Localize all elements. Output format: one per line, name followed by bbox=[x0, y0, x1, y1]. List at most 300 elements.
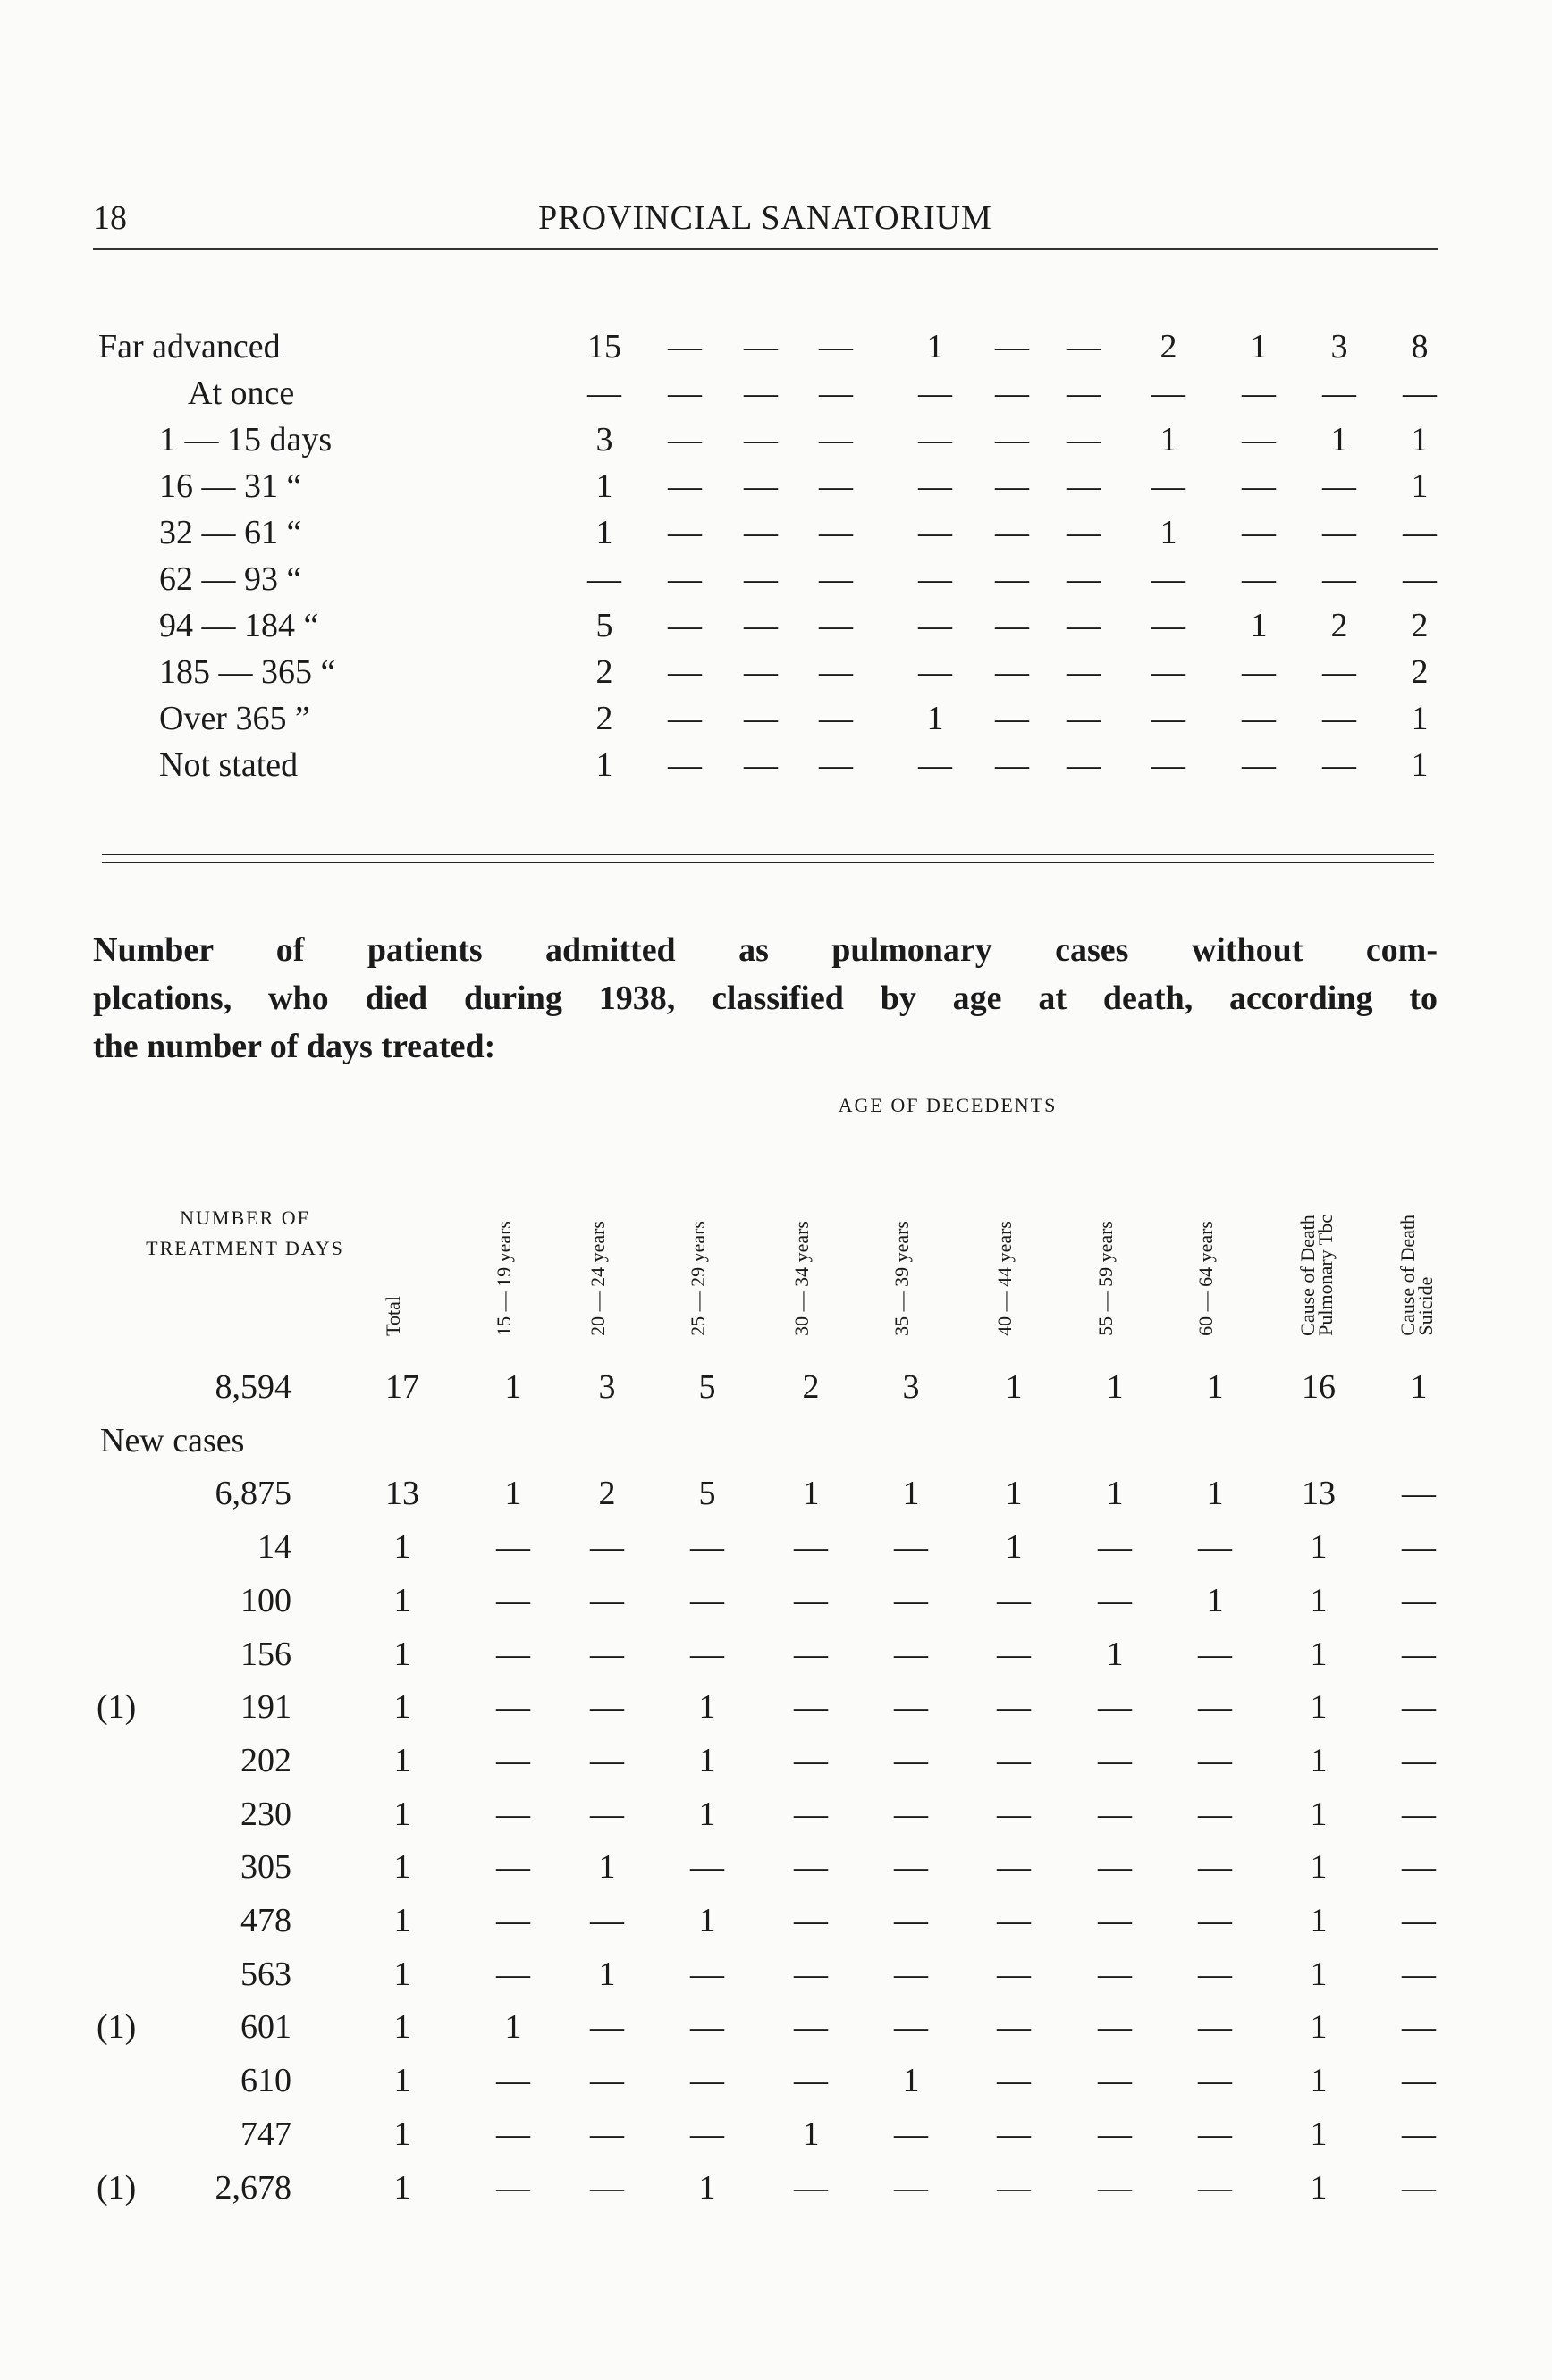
table-cell: — bbox=[1402, 1688, 1436, 1726]
column-header-label: Total bbox=[382, 1296, 404, 1336]
header-rule bbox=[93, 248, 1438, 250]
table-cell: 5 bbox=[595, 607, 613, 644]
table-cell: — bbox=[794, 1848, 828, 1886]
table-cell: — bbox=[794, 2062, 828, 2099]
table-cell: — bbox=[997, 2008, 1031, 2046]
table-cell: — bbox=[918, 421, 952, 458]
table-cell: 1 bbox=[1310, 1528, 1328, 1566]
table-cell: — bbox=[1098, 1582, 1132, 1619]
treatment-days-value: 6,875 bbox=[215, 1475, 291, 1512]
table-cell: — bbox=[918, 746, 952, 784]
table-cell: — bbox=[668, 374, 702, 412]
table-cell: 1 bbox=[1411, 700, 1429, 737]
table-cell: — bbox=[587, 374, 621, 412]
table-cell: — bbox=[918, 374, 952, 412]
table-cell: — bbox=[1403, 560, 1437, 598]
table-cell: — bbox=[1198, 2008, 1232, 2046]
table-cell: — bbox=[1067, 328, 1101, 366]
table-row bbox=[0, 327, 1552, 374]
table-cell: 1 bbox=[1310, 2115, 1328, 2153]
table-cell: 2 bbox=[802, 1368, 820, 1406]
table-cell: — bbox=[590, 1902, 624, 1939]
table-cell: — bbox=[1098, 1955, 1132, 1993]
table-cell: 2 bbox=[1411, 607, 1429, 644]
table-cell: — bbox=[794, 1582, 828, 1619]
table-cell: — bbox=[1098, 2008, 1132, 2046]
table-cell: 1 bbox=[902, 2062, 920, 2099]
table-cell: — bbox=[1151, 653, 1185, 691]
table-cell: — bbox=[1198, 1636, 1232, 1673]
table-cell: — bbox=[690, 1636, 724, 1673]
treatment-days-value: 610 bbox=[240, 2062, 291, 2099]
table-cell: — bbox=[668, 514, 702, 551]
table-cell: — bbox=[496, 1796, 530, 1833]
table-row bbox=[0, 699, 1552, 745]
table-cell: 1 bbox=[1310, 1796, 1328, 1833]
table-cell: 1 bbox=[1005, 1368, 1023, 1406]
table-cell: — bbox=[995, 560, 1029, 598]
column-header-label: 35 — 39 years bbox=[890, 1221, 913, 1336]
table-cell: — bbox=[1402, 2169, 1436, 2207]
table-cell: — bbox=[1198, 1902, 1232, 1939]
treatment-days-value: 8,594 bbox=[215, 1368, 291, 1406]
column-header-label: Cause of Death Suicide bbox=[1396, 1215, 1437, 1336]
row-label: 1 — 15 days bbox=[159, 421, 333, 458]
table-cell: — bbox=[819, 700, 853, 737]
treatment-days-value: 14 bbox=[257, 1528, 291, 1566]
table-cell: 1 bbox=[926, 700, 944, 737]
table-cell: 1 bbox=[393, 1742, 411, 1779]
table-cell: 13 bbox=[385, 1475, 419, 1512]
table-cell: — bbox=[587, 560, 621, 598]
section-label: New cases bbox=[100, 1422, 245, 1459]
table-caption bbox=[93, 926, 1438, 1071]
table-cell: 1 bbox=[698, 2169, 716, 2207]
table-cell: 1 bbox=[393, 2062, 411, 2099]
row-label: At once bbox=[188, 374, 295, 412]
table-cell: — bbox=[819, 514, 853, 551]
table-cell: — bbox=[1151, 607, 1185, 644]
table-cell: 1 bbox=[1410, 1368, 1428, 1406]
table-cell: 1 bbox=[393, 1848, 411, 1886]
table-cell: — bbox=[1151, 700, 1185, 737]
table-cell: — bbox=[894, 1796, 928, 1833]
caption-line: the number of days treated: bbox=[93, 1028, 496, 1065]
table-cell: 2 bbox=[595, 700, 613, 737]
table-cell: — bbox=[997, 1796, 1031, 1833]
table-cell: — bbox=[1067, 607, 1101, 644]
table-cell: — bbox=[997, 2062, 1031, 2099]
table-cell: 1 bbox=[595, 467, 613, 505]
column-header-label: 20 — 24 years bbox=[586, 1221, 609, 1336]
table-cell: — bbox=[894, 1848, 928, 1886]
column-header bbox=[1094, 1131, 1133, 1336]
table-row bbox=[0, 1687, 1552, 1739]
table-cell: — bbox=[1402, 2115, 1436, 2153]
table-cell: — bbox=[744, 421, 778, 458]
table-cell: 1 bbox=[698, 1742, 716, 1779]
table-cell: 8 bbox=[1411, 328, 1429, 366]
table-cell: 3 bbox=[902, 1368, 920, 1406]
table-cell: 5 bbox=[698, 1368, 716, 1406]
table-cell: 1 bbox=[1310, 1848, 1328, 1886]
table-cell: — bbox=[1151, 746, 1185, 784]
table-cell: 1 bbox=[1310, 1742, 1328, 1779]
table-cell: — bbox=[1322, 560, 1356, 598]
table-cell: — bbox=[995, 746, 1029, 784]
table-cell: — bbox=[668, 653, 702, 691]
table-cell: 1 bbox=[802, 2115, 820, 2153]
table-cell: — bbox=[1198, 2062, 1232, 2099]
table-cell: 1 bbox=[902, 1475, 920, 1512]
table-cell: 17 bbox=[385, 1368, 419, 1406]
table-cell: — bbox=[590, 2169, 624, 2207]
table-cell: — bbox=[496, 2062, 530, 2099]
table-cell: 1 bbox=[698, 1902, 716, 1939]
table-cell: — bbox=[1402, 2008, 1436, 2046]
table-cell: — bbox=[819, 560, 853, 598]
table-cell: — bbox=[995, 700, 1029, 737]
table-cell: — bbox=[744, 374, 778, 412]
table-cell: — bbox=[1098, 2115, 1132, 2153]
table-row bbox=[0, 1847, 1552, 1899]
column-header bbox=[890, 1131, 929, 1336]
table-cell: — bbox=[590, 1582, 624, 1619]
footnote-marker: (1) bbox=[97, 2169, 137, 2207]
table-row bbox=[0, 745, 1552, 792]
column-header-label: Cause of Death Pulmonary Tbc bbox=[1296, 1215, 1337, 1336]
table-cell: — bbox=[995, 653, 1029, 691]
table-cell: 1 bbox=[393, 2169, 411, 2207]
table-cell: — bbox=[997, 1955, 1031, 1993]
table-cell: — bbox=[668, 467, 702, 505]
table-cell: — bbox=[590, 1528, 624, 1566]
table-cell: — bbox=[1098, 2169, 1132, 2207]
table-cell: — bbox=[1322, 374, 1356, 412]
table-cell: — bbox=[590, 2062, 624, 2099]
table-cell: — bbox=[1402, 1955, 1436, 1993]
table-row bbox=[0, 2007, 1552, 2059]
table-cell: — bbox=[1242, 746, 1276, 784]
table-cell: — bbox=[997, 1742, 1031, 1779]
table-cell: 2 bbox=[1330, 607, 1348, 644]
column-header bbox=[1194, 1131, 1233, 1336]
table-cell: 1 bbox=[1206, 1475, 1224, 1512]
table-cell: — bbox=[1198, 1742, 1232, 1779]
table-row bbox=[0, 652, 1552, 699]
table-cell: — bbox=[1067, 746, 1101, 784]
table-cell: — bbox=[819, 467, 853, 505]
table-cell: 1 bbox=[1160, 421, 1177, 458]
table-row bbox=[0, 1955, 1552, 2006]
table-cell: 1 bbox=[598, 1848, 616, 1886]
table-cell: — bbox=[1067, 421, 1101, 458]
table-cell: — bbox=[690, 1955, 724, 1993]
table-cell: — bbox=[1322, 653, 1356, 691]
table-cell: 1 bbox=[504, 1368, 522, 1406]
table-cell: — bbox=[744, 653, 778, 691]
column-header bbox=[1396, 1131, 1437, 1336]
table-cell: 16 bbox=[1302, 1368, 1336, 1406]
table-cell: 1 bbox=[393, 1796, 411, 1833]
table-cell: — bbox=[1242, 514, 1276, 551]
treatment-days-value: 2,678 bbox=[215, 2169, 291, 2207]
table-cell: 3 bbox=[1330, 328, 1348, 366]
table-cell: 1 bbox=[393, 1902, 411, 1939]
table-cell: — bbox=[1098, 1528, 1132, 1566]
table-cell: — bbox=[496, 1688, 530, 1726]
table-cell: — bbox=[496, 1848, 530, 1886]
table-row bbox=[0, 1581, 1552, 1633]
table-cell: 2 bbox=[595, 653, 613, 691]
column-header bbox=[993, 1131, 1032, 1336]
table-cell: 1 bbox=[1411, 746, 1429, 784]
table-cell: — bbox=[794, 2008, 828, 2046]
table-row bbox=[0, 1527, 1552, 1579]
table-cell: — bbox=[744, 467, 778, 505]
row-label: Not stated bbox=[159, 746, 299, 784]
treatment-days-value: 156 bbox=[240, 1636, 291, 1673]
table-cell: — bbox=[690, 2008, 724, 2046]
table-cell: — bbox=[744, 607, 778, 644]
table-cell: — bbox=[918, 653, 952, 691]
table-cell: 1 bbox=[1411, 467, 1429, 505]
table-cell: — bbox=[794, 1796, 828, 1833]
table-cell: — bbox=[819, 653, 853, 691]
table-cell: — bbox=[819, 421, 853, 458]
table-row bbox=[0, 2061, 1552, 2113]
table-cell: — bbox=[1098, 1848, 1132, 1886]
table-cell: — bbox=[1322, 467, 1356, 505]
table-cell: — bbox=[1322, 700, 1356, 737]
table-row bbox=[0, 2115, 1552, 2166]
row-label: 32 — 61 “ bbox=[159, 514, 302, 551]
table-cell: — bbox=[744, 746, 778, 784]
table-cell: 1 bbox=[393, 2115, 411, 2153]
table-cell: 1 bbox=[393, 1528, 411, 1566]
section-divider bbox=[102, 862, 1434, 863]
page-number: 18 bbox=[93, 199, 127, 237]
table-cell: 13 bbox=[1302, 1475, 1336, 1512]
table-cell: — bbox=[794, 1742, 828, 1779]
table-cell: — bbox=[1242, 560, 1276, 598]
table-cell: — bbox=[590, 1796, 624, 1833]
section-row bbox=[0, 1421, 1552, 1473]
table-cell: — bbox=[744, 514, 778, 551]
table-cell: — bbox=[894, 2115, 928, 2153]
table-row bbox=[0, 1741, 1552, 1793]
row-label: 185 — 365 “ bbox=[159, 653, 336, 691]
table-cell: 1 bbox=[393, 1688, 411, 1726]
treatment-days-value: 478 bbox=[240, 1902, 291, 1939]
table-cell: — bbox=[1098, 1688, 1132, 1726]
table-cell: 1 bbox=[1106, 1368, 1124, 1406]
table-row bbox=[0, 467, 1552, 513]
column-header bbox=[689, 1131, 725, 1336]
table-cell: — bbox=[997, 2169, 1031, 2207]
table-cell: — bbox=[690, 1848, 724, 1886]
table-cell: — bbox=[794, 1902, 828, 1939]
table-cell: — bbox=[995, 374, 1029, 412]
table-cell: — bbox=[918, 607, 952, 644]
table-row bbox=[0, 1795, 1552, 1846]
table-cell: — bbox=[668, 700, 702, 737]
table-cell: — bbox=[918, 560, 952, 598]
table-cell: 2 bbox=[1160, 328, 1177, 366]
table-cell: — bbox=[794, 1688, 828, 1726]
table-cell: 2 bbox=[1411, 653, 1429, 691]
table-cell: 1 bbox=[802, 1475, 820, 1512]
table-cell: — bbox=[894, 1742, 928, 1779]
table-cell: — bbox=[690, 2115, 724, 2153]
table-cell: — bbox=[668, 607, 702, 644]
table-cell: 1 bbox=[393, 2008, 411, 2046]
column-header-label: 25 — 29 years bbox=[687, 1221, 709, 1336]
table-cell: — bbox=[1198, 1528, 1232, 1566]
column-header bbox=[790, 1131, 829, 1336]
table-cell: — bbox=[894, 2169, 928, 2207]
table-cell: — bbox=[744, 328, 778, 366]
table-cell: — bbox=[496, 1902, 530, 1939]
table-cell: — bbox=[1402, 1796, 1436, 1833]
table-cell: — bbox=[1198, 1688, 1232, 1726]
row-label: Over 365 ” bbox=[159, 700, 310, 737]
table-cell: — bbox=[1198, 1848, 1232, 1886]
column-header bbox=[586, 1131, 625, 1336]
treatment-days-heading: NUMBER OF TREATMENT DAYS bbox=[146, 1207, 344, 1259]
table-row bbox=[0, 513, 1552, 559]
table-cell: — bbox=[894, 1582, 928, 1619]
table-cell: 1 bbox=[393, 1582, 411, 1619]
table-cell: — bbox=[590, 1636, 624, 1673]
table-cell: — bbox=[744, 560, 778, 598]
table-cell: 3 bbox=[598, 1368, 616, 1406]
table-cell: — bbox=[997, 1688, 1031, 1726]
column-header bbox=[384, 1131, 420, 1336]
table-cell: — bbox=[1402, 1902, 1436, 1939]
table-cell: — bbox=[1242, 700, 1276, 737]
table-cell: — bbox=[496, 1742, 530, 1779]
treatment-days-value: 563 bbox=[240, 1955, 291, 1993]
table-cell: — bbox=[1151, 560, 1185, 598]
table-cell: — bbox=[496, 1636, 530, 1673]
table-cell: — bbox=[690, 1582, 724, 1619]
table-cell: — bbox=[590, 2115, 624, 2153]
table-cell: — bbox=[794, 2169, 828, 2207]
table-row bbox=[0, 606, 1552, 652]
table-cell: — bbox=[997, 1636, 1031, 1673]
table-cell: — bbox=[894, 1902, 928, 1939]
table-cell: 1 bbox=[1106, 1475, 1124, 1512]
table-row bbox=[0, 1474, 1552, 1526]
table-cell: — bbox=[918, 514, 952, 551]
table-cell: 1 bbox=[1005, 1475, 1023, 1512]
table-cell: 1 bbox=[1310, 1688, 1328, 1726]
table-cell: — bbox=[496, 2169, 530, 2207]
table-cell: — bbox=[496, 1955, 530, 1993]
table-row bbox=[0, 1901, 1552, 1953]
table-cell: — bbox=[590, 2008, 624, 2046]
table-cell: — bbox=[668, 560, 702, 598]
table-cell: — bbox=[995, 328, 1029, 366]
treatment-days-value: 100 bbox=[240, 1582, 291, 1619]
table-cell: — bbox=[1198, 1955, 1232, 1993]
row-label: 94 — 184 “ bbox=[159, 607, 319, 644]
table-cell: — bbox=[1242, 653, 1276, 691]
table-row bbox=[0, 420, 1552, 467]
table-cell: 3 bbox=[595, 421, 613, 458]
table-cell: — bbox=[1067, 653, 1101, 691]
table-cell: — bbox=[997, 1848, 1031, 1886]
table-cell: — bbox=[690, 2062, 724, 2099]
table-cell: 1 bbox=[926, 328, 944, 366]
row-label: 16 — 31 “ bbox=[159, 467, 302, 505]
table-cell: — bbox=[894, 2008, 928, 2046]
table-cell: — bbox=[1402, 2062, 1436, 2099]
table-cell: 1 bbox=[1310, 1636, 1328, 1673]
table-cell: — bbox=[894, 1955, 928, 1993]
table-cell: 1 bbox=[1106, 1636, 1124, 1673]
table-row bbox=[0, 2168, 1552, 2220]
table-cell: — bbox=[1067, 467, 1101, 505]
table-row bbox=[0, 374, 1552, 420]
table-cell: 1 bbox=[1310, 2169, 1328, 2207]
table-cell: — bbox=[918, 467, 952, 505]
table-cell: — bbox=[1067, 374, 1101, 412]
table-cell: — bbox=[496, 1528, 530, 1566]
table-cell: — bbox=[794, 1636, 828, 1673]
treatment-days-value: 202 bbox=[240, 1742, 291, 1779]
table-cell: 1 bbox=[1206, 1582, 1224, 1619]
footnote-marker: (1) bbox=[97, 1688, 137, 1726]
table-cell: — bbox=[1198, 1796, 1232, 1833]
column-header bbox=[495, 1131, 531, 1336]
table-cell: — bbox=[1098, 1796, 1132, 1833]
table-cell: 1 bbox=[1160, 514, 1177, 551]
table-cell: — bbox=[794, 1528, 828, 1566]
table-cell: — bbox=[1067, 560, 1101, 598]
table-cell: 1 bbox=[595, 514, 613, 551]
table-cell: 15 bbox=[587, 328, 621, 366]
column-header-label: 30 — 34 years bbox=[790, 1221, 813, 1336]
table-cell: 1 bbox=[393, 1636, 411, 1673]
table-cell: 1 bbox=[1310, 2008, 1328, 2046]
table-cell: 1 bbox=[1310, 1902, 1328, 1939]
table-cell: — bbox=[496, 2115, 530, 2153]
table-cell: — bbox=[995, 421, 1029, 458]
table-cell: — bbox=[894, 1528, 928, 1566]
caption-line: plcations, who died during 1938, classified by age at death, according to bbox=[93, 980, 1438, 1017]
table-cell: 1 bbox=[698, 1688, 716, 1726]
column-header-label: 55 — 59 years bbox=[1094, 1221, 1117, 1336]
table-cell: — bbox=[1067, 514, 1101, 551]
table-cell: — bbox=[819, 607, 853, 644]
table-cell: — bbox=[1198, 2169, 1232, 2207]
table-cell: — bbox=[1098, 1742, 1132, 1779]
page-header bbox=[93, 198, 1438, 245]
table-cell: 1 bbox=[598, 1955, 616, 1993]
table-cell: — bbox=[668, 328, 702, 366]
table-cell: 1 bbox=[1310, 1582, 1328, 1619]
table-cell: — bbox=[1242, 374, 1276, 412]
table-cell: — bbox=[1402, 1742, 1436, 1779]
column-header-label: 60 — 64 years bbox=[1194, 1221, 1217, 1336]
treatment-days-value: 230 bbox=[240, 1796, 291, 1833]
table-cell: 1 bbox=[1330, 421, 1348, 458]
column-header bbox=[1296, 1131, 1337, 1336]
table-cell: — bbox=[1242, 421, 1276, 458]
table-cell: — bbox=[1403, 374, 1437, 412]
